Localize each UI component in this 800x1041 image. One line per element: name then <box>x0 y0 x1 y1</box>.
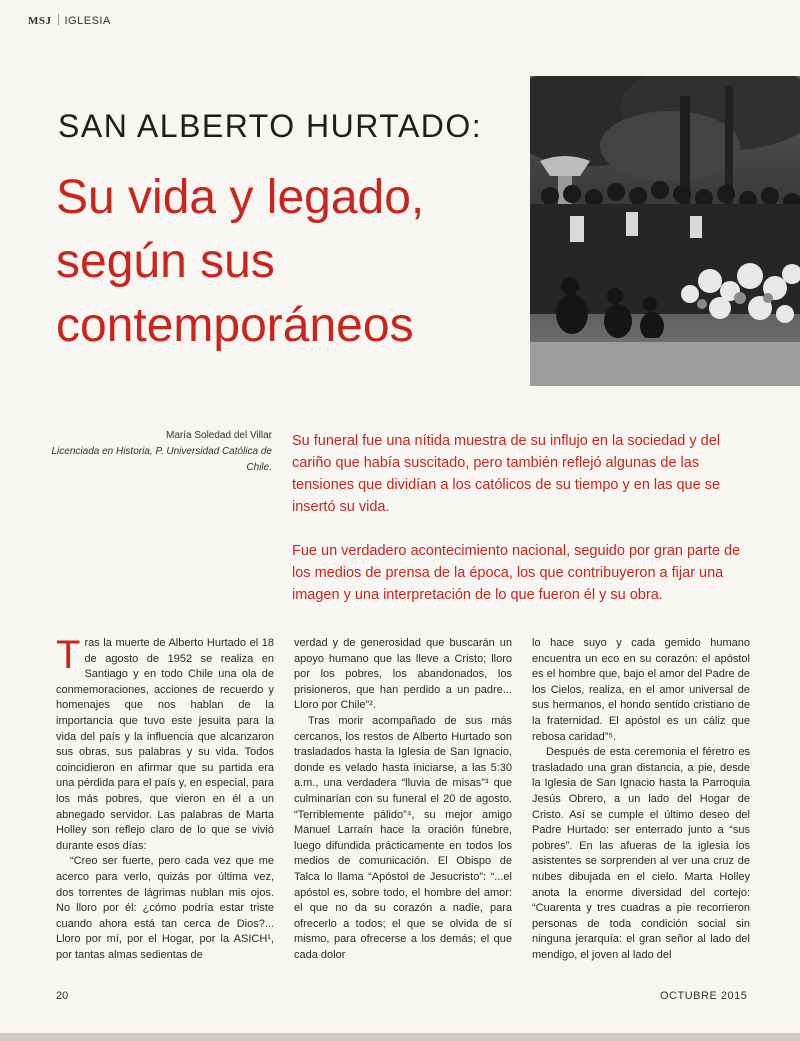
funeral-photo <box>530 76 800 386</box>
body-paragraph: verdad y de generosidad que buscarán un apoyo humano que las lleve a Cristo; lloro por los pobres, los abandonados, los prisioneros, que han perdido a un padre... Lloro por Chile”². <box>294 637 512 712</box>
lead-paragraph: Su funeral fue una nítida muestra de su influjo en la sociedad y del cariño que había suscitado, pero también reflejó algunas de las tensiones que dividían a los católicos de su tiempo y en las que se insertó su vida. <box>292 433 721 515</box>
issue-date: OCTUBRE 2015 <box>660 990 748 1002</box>
body-column <box>532 636 750 963</box>
author-name: María Soledad del Villar <box>166 430 272 441</box>
page-number: 20 <box>56 990 69 1002</box>
section-label: IGLESIA <box>64 15 111 27</box>
body-paragraph: Después de esta ceremonia el féretro es trasladado una gran distancia, a pie, desde la Iglesia de San Ignacio hasta la Parroquia Jesús Obrero, a un lado del Hogar de Cristo. Así se cumple el último deseo del Padre Hurtado: ser enterrado junto a “sus pobres”. En las afueras de la iglesia los asistentes se sorprenden al ver una cruz de nubes dibujada en el cielo. Marta Holley anota la enorme diversidad del cortejo: “Cuarenta y tres cuadras a pie recorrieron personas de toda condición social sin ninguna jerarquía: el gran señor al lado del mendigo, el joven al lado del <box>532 746 750 961</box>
lead-paragraph: Fue un verdadero acontecimiento nacional, seguido por gran parte de los medios de prensa de la época, los que contribuyeron a fijar una imagen y una interpretación de lo que fueron él y su obra. <box>292 543 741 603</box>
article-title <box>56 166 526 358</box>
body-paragraph: “Creo ser fuerte, pero cada vez que me acerco para verlo, quizás por última vez, dos torrentes de lágrimas nublan mis ojos. No lloro por él: ¿cómo podría estar triste cuando ahora está tan cerca de Dios?... Lloro por mí, por el Hogar, por la ASICH¹, por tantas almas sedientas de <box>56 855 274 961</box>
drop-cap: T <box>56 633 81 677</box>
body-paragraph: Tras la muerte de Alberto Hurtado el 18 de agosto de 1952 se realiza en Santiago y en todo Chile una ola de conmemoraciones, acciones de recuerdo y homenajes que nos hablan de la importancia que tuvo este jesuita para la vida del país y la influencia que alcanzaron sus obras, sus palabras y su vida. Todos coincidieron en afirmar que su partida era una pérdida para el país y, en especial, para los más pobres, que vieron en él a un abnegado servidor. Las palabras de Marta Holley son reflejo claro de lo que se vivió durante esos días: <box>56 633 274 852</box>
body-paragraph: lo hace suyo y cada gemido humano encuentra un eco en su corazón: el apóstol es el hombre que, bajo el amor del Padre de los Cielos, realiza, en el amor universal de sus hermanos, el hondo sentido cristiano de la fraternidad. El apóstol es un cáliz que rebosa caridad”⁵. <box>532 637 750 743</box>
title-line: contemporáneos <box>56 299 414 352</box>
body-paragraph: Tras morir acompañado de sus más cercanos, los restos de Alberto Hurtado son trasladados hasta la Iglesia de San Ignacio, donde es velado hasta iniciarse, a las 5:30 a.m., una verdadera “lluvia de misas”³ que culminarían con su funeral el 20 de agosto. “Terriblemente pálido”⁴, su mejor amigo Manuel Larraín hace la oración fúnebre, luego difundida prácticamente en todos los medios de comunicación. El Obispo de Talca lo llama “Apóstol de Jesucristo”: “...el apóstol es, sobre todo, el hombre del amor: el que no da su corazón a nadie, para ofrecerlo a todos; el que se olvida de sí mismo, para ofrecerse a los demás; el que cada dolor <box>294 714 512 961</box>
article-kicker: SAN ALBERTO HURTADO: <box>58 108 483 144</box>
header-divider <box>58 14 59 25</box>
body-column <box>56 633 274 963</box>
author-byline <box>40 428 272 476</box>
running-header <box>28 14 111 27</box>
magazine-logo: MSJ <box>28 15 52 27</box>
title-line: Su vida y legado, <box>56 171 425 224</box>
body-columns <box>56 633 750 963</box>
page-bottom-edge <box>0 1033 800 1041</box>
title-line: según sus <box>56 235 275 288</box>
author-role: Licenciada en Historia, P. Universidad Católica de Chile. <box>51 446 272 473</box>
body-column <box>294 636 512 963</box>
